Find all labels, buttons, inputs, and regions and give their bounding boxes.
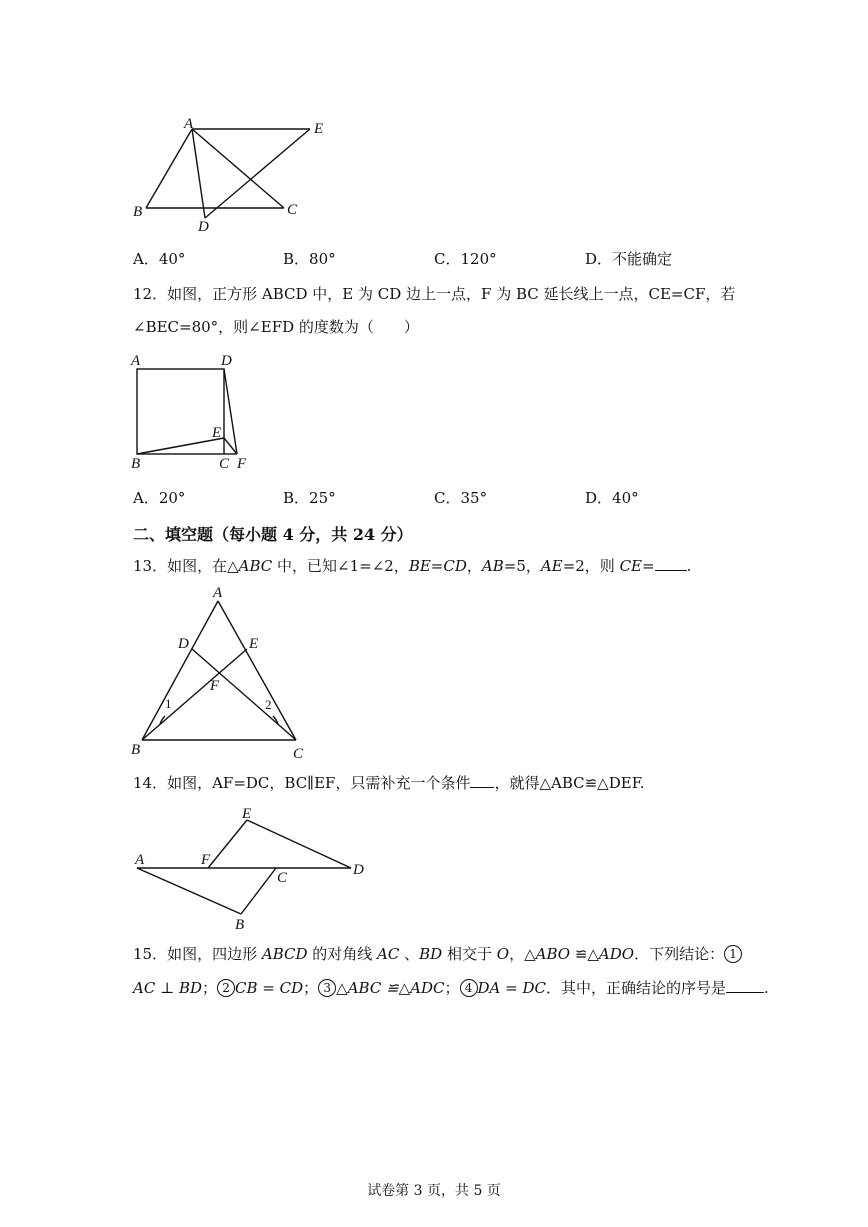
q12-label-F: F bbox=[237, 456, 247, 472]
q14-label-B: B bbox=[235, 917, 245, 933]
q12-option-a: A．20° bbox=[133, 489, 186, 507]
q13-label-C: C bbox=[293, 746, 304, 762]
circled-3: 3 bbox=[318, 979, 336, 997]
q15-answer-blank[interactable] bbox=[726, 978, 764, 993]
q11-label-C: C bbox=[287, 202, 298, 218]
q12-stem-line1: 12．如图，正方形 ABCD 中，E 为 CD 边上一点，F 为 BC 延长线上一点，CE=CF，若 bbox=[133, 285, 736, 303]
q13-label-F: F bbox=[210, 678, 220, 694]
q12-label-A: A bbox=[131, 353, 141, 369]
q12-figure bbox=[125, 350, 265, 475]
circled-1: 1 bbox=[724, 945, 742, 963]
q12-option-b: B．25° bbox=[283, 489, 336, 507]
q11-label-A: A bbox=[184, 116, 194, 132]
q14-label-F: F bbox=[201, 852, 211, 868]
q12-label-D: D bbox=[221, 353, 232, 369]
q11-option-a: A．40° bbox=[133, 250, 186, 268]
q14-label-D: D bbox=[353, 862, 364, 878]
q12-label-B: B bbox=[131, 456, 141, 472]
q13-label-E: E bbox=[249, 636, 259, 652]
page-footer: 试卷第 3 页，共 5 页 bbox=[367, 1183, 501, 1199]
section-title: 二、填空题（每小题 4 分，共 24 分） bbox=[133, 525, 413, 544]
q12-stem-line2: ∠BEC=80°，则∠EFD 的度数为（ ） bbox=[133, 318, 419, 336]
q15-stem-line1: 15．如图，四边形 ABCD 的对角线 AC 、BD 相交于 O，△ABO ≌△ADO．下列结论： 1 bbox=[133, 944, 742, 964]
q11-option-d: D．不能确定 bbox=[585, 250, 673, 268]
q13-stem: 13．如图，在△ABC 中，已知∠1=∠2，BE=CD，AB=5，AE=2，则 CE= . bbox=[133, 557, 692, 575]
circled-4: 4 bbox=[460, 979, 478, 997]
q14-answer-blank[interactable] bbox=[470, 773, 494, 788]
q13-angle-2: 2 bbox=[265, 697, 272, 712]
q12-label-E: E bbox=[212, 425, 222, 441]
q12-option-c: C．35° bbox=[434, 489, 488, 507]
q13-answer-blank[interactable] bbox=[655, 556, 687, 571]
q14-label-A: A bbox=[135, 852, 145, 868]
q14-stem: 14．如图，AF=DC，BC∥EF，只需补充一个条件 ，就得△ABC≌△DEF. bbox=[133, 774, 645, 792]
q12-option-d: D．40° bbox=[585, 489, 639, 507]
q11-option-c: C．120° bbox=[434, 250, 497, 268]
q11-figure bbox=[125, 110, 345, 240]
circled-2: 2 bbox=[217, 979, 235, 997]
q12-label-C: C bbox=[219, 456, 230, 472]
q11-label-B: B bbox=[133, 204, 143, 220]
q11-option-b: B．80° bbox=[283, 250, 336, 268]
q14-label-C: C bbox=[277, 870, 288, 886]
q11-label-D: D bbox=[198, 219, 209, 235]
q15-stem-line2: AC ⊥ BD； 2 CB = CD； 3 △ABC ≌△ADC； 4 DA = DC．其中，正确结论的序号是 . bbox=[133, 979, 769, 997]
q11-label-E: E bbox=[314, 121, 324, 137]
q13-label-B: B bbox=[131, 742, 141, 758]
q14-figure bbox=[125, 800, 375, 935]
q13-figure bbox=[125, 582, 315, 762]
q13-angle-1: 1 bbox=[165, 696, 172, 711]
q13-label-A: A bbox=[213, 585, 223, 601]
q13-label-D: D bbox=[178, 636, 189, 652]
q14-label-E: E bbox=[242, 806, 252, 822]
